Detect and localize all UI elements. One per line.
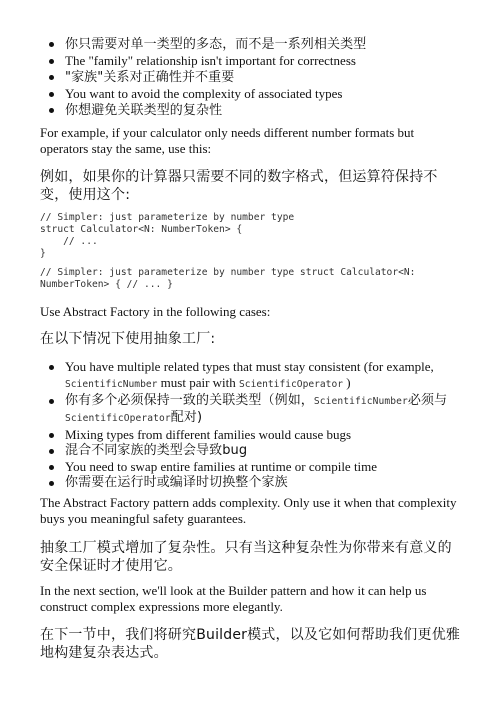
list-item: 你想避免关联类型的复杂性 <box>48 102 366 119</box>
list-item: 混合不同家族的类型会导致bug <box>48 443 447 459</box>
case-2-code-b: ScientificOperator <box>65 413 171 424</box>
case-2-code-a: ScientificNumber <box>313 396 408 407</box>
case-2-end: 配对) <box>170 410 203 425</box>
example-paragraph-en: For example, if your calculator only needs different number formats but operators stay the same, use this: <box>40 125 415 156</box>
case-2-text: 你有多个必须保持一致的关联类型（例如， <box>65 393 314 408</box>
list-item: 你只需要对单一类型的多态，而不是一系列相关类型 <box>48 36 366 53</box>
complexity-paragraph-en: The Abstract Factory pattern adds complexity. Only use it when that complexity buys you meaningful safety guarantees. <box>40 495 457 526</box>
list-item: You want to avoid the complexity of associated types <box>48 86 366 102</box>
case-1-text: You have multiple related types that must stay consistent (for example, <box>65 359 434 374</box>
list-item: Mixing types from different families would cause bugs <box>48 427 447 443</box>
list-item: 你需要在运行时或编译时切换整个家族 <box>48 475 447 491</box>
list-item <box>48 393 447 427</box>
use-cases-heading-en: Use Abstract Factory in the following cases: <box>40 304 271 319</box>
complexity-paragraph-zh: 抽象工厂模式增加了复杂性。只有当这种复杂性为你带来有意义的安全保证时才使用它。 <box>40 540 452 574</box>
case-1-end: ) <box>346 375 351 390</box>
list-item: "家族"关系对正确性并不重要 <box>48 69 366 86</box>
next-section-paragraph-zh: 在下一节中，我们将研究Builder模式，以及它如何帮助我们更优雅地构建复杂表达式。 <box>40 627 461 661</box>
case-1-mid: must pair with <box>160 375 236 390</box>
use-cases-list <box>48 359 447 491</box>
list-item: You need to swap entire families at runtime or compile time <box>48 459 447 475</box>
case-1-code-a: ScientificNumber <box>65 379 158 390</box>
example-paragraph-zh: 例如，如果你的计算器只需要不同的数字格式，但运算符保持不变，使用这个: <box>40 169 438 203</box>
list-item: The "family" relationship isn't important for correctness <box>48 53 366 69</box>
list-item <box>48 359 447 393</box>
case-1-code-b: ScientificOperator <box>239 379 343 390</box>
code-block-2: // Simpler: just parameterize by number type struct Calculator<N: NumberToken> { // ... } <box>40 267 416 290</box>
code-block-1: // Simpler: just parameterize by number type struct Calculator<N: NumberToken> { // ... } <box>40 212 295 259</box>
top-bullet-list <box>48 36 366 119</box>
next-section-paragraph-en: In the next section, we'll look at the Builder pattern and how it can help us construct complex expressions more elegantly. <box>40 583 427 614</box>
use-cases-heading-zh: 在以下情况下使用抽象工厂: <box>40 331 216 347</box>
case-2-mid: 必须与 <box>407 393 448 408</box>
